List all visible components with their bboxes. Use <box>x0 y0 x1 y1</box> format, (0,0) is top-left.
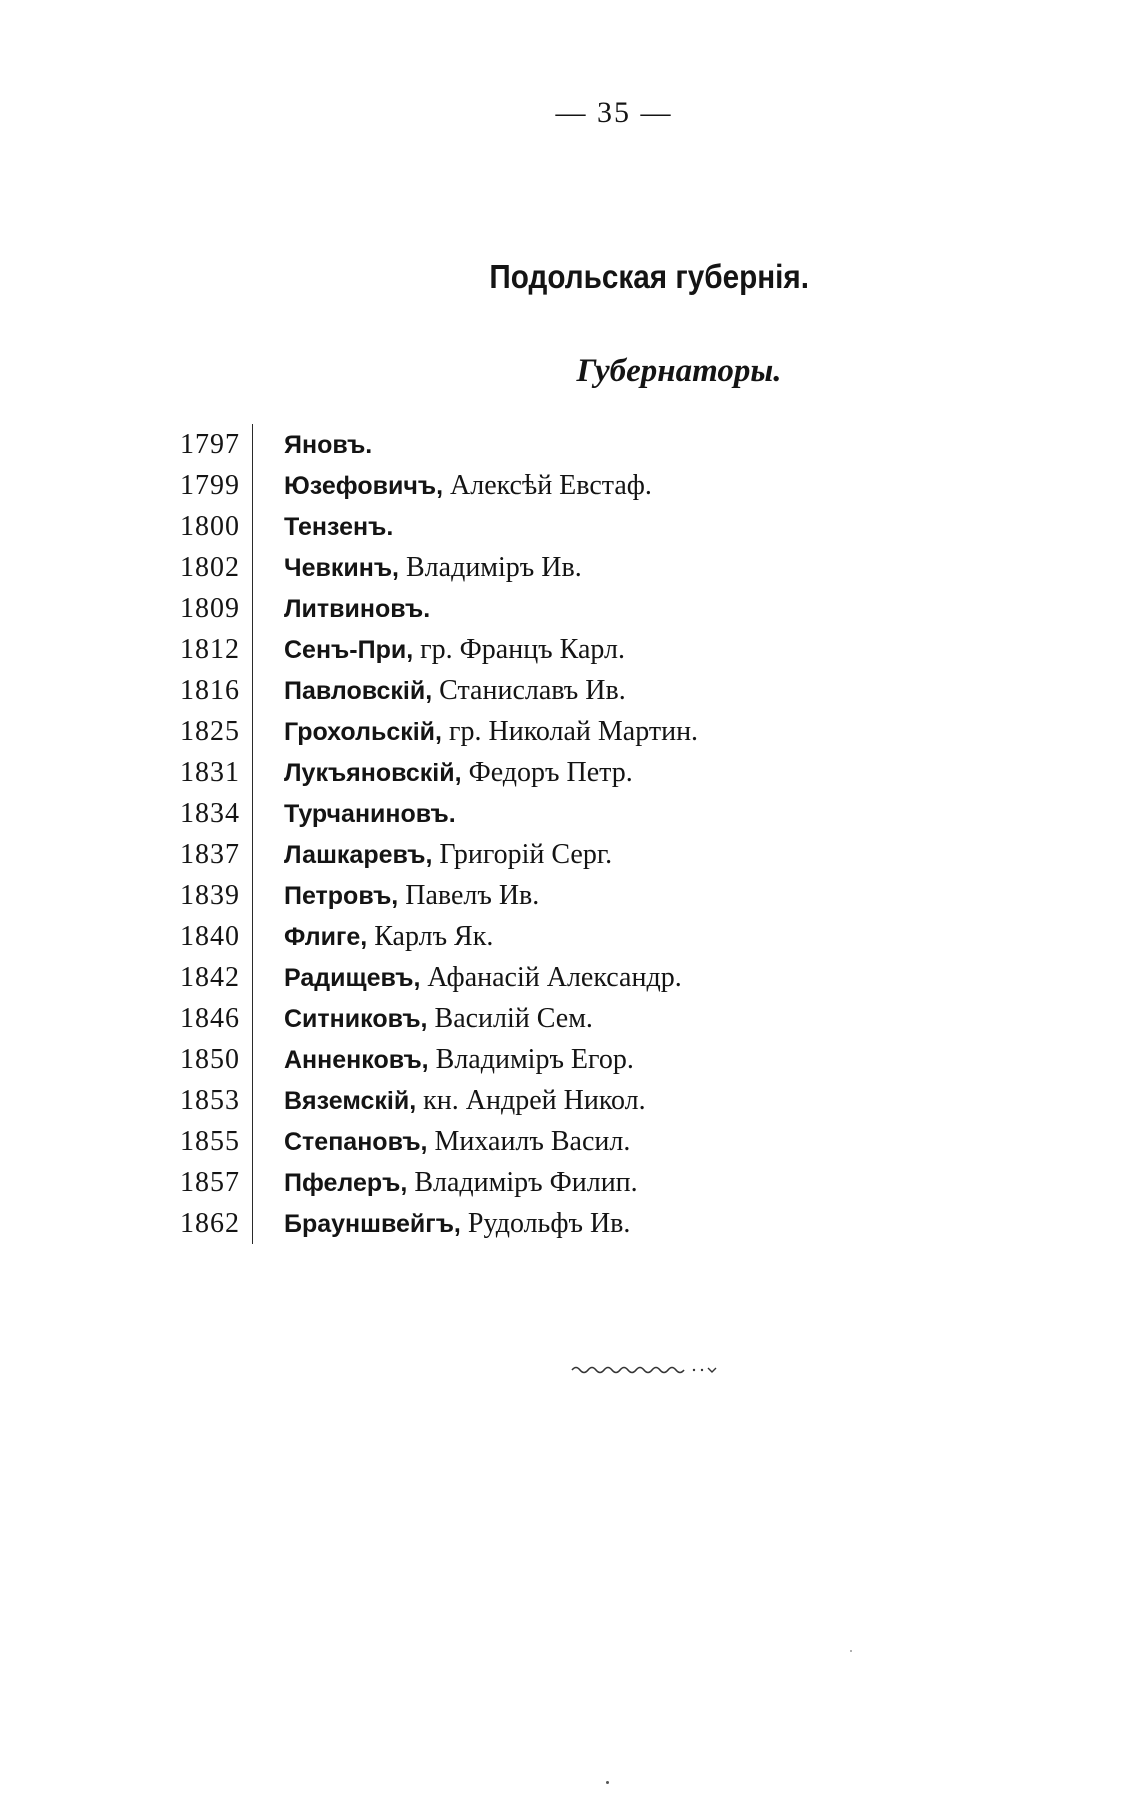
given-names: Афанасій Александр. <box>420 961 682 993</box>
divider <box>252 1121 254 1162</box>
year: 1809 <box>180 592 240 624</box>
page-title: Подольская губернія. <box>489 258 810 295</box>
list-item <box>168 670 868 711</box>
divider <box>252 1162 254 1203</box>
given-names: Алексѣй Евстаф. <box>443 469 652 501</box>
divider <box>252 711 254 752</box>
divider <box>252 998 254 1039</box>
divider <box>252 547 254 588</box>
divider <box>252 834 254 875</box>
year: 1825 <box>180 715 240 747</box>
surname: Грохольскій, <box>284 717 442 746</box>
year: 1850 <box>180 1043 240 1075</box>
surname: Сенъ-При, <box>284 635 414 664</box>
surname: Флиге, <box>284 922 368 951</box>
governor-name <box>284 1167 638 1199</box>
divider <box>252 1080 254 1121</box>
governor-name <box>284 757 633 789</box>
divider <box>252 629 254 670</box>
governor-name <box>284 675 626 707</box>
governor-name <box>284 1208 630 1240</box>
page-number: — 35 — <box>555 96 673 129</box>
governor-name <box>284 470 652 502</box>
year: 1831 <box>180 756 240 788</box>
divider <box>252 916 254 957</box>
given-names: Михаилъ Васил. <box>427 1125 631 1157</box>
year: 1842 <box>180 961 240 993</box>
given-names: Федоръ Петр. <box>461 756 633 788</box>
governor-name <box>284 1085 646 1117</box>
surname: Литвиновъ. <box>284 594 431 623</box>
divider <box>252 465 254 506</box>
governors-list <box>168 424 868 1244</box>
year: 1846 <box>180 1002 240 1034</box>
divider <box>252 752 254 793</box>
divider <box>252 670 254 711</box>
list-item <box>168 465 868 506</box>
given-names: Григорій Серг. <box>432 838 613 870</box>
governor-name <box>284 880 539 912</box>
year: 1855 <box>180 1125 240 1157</box>
list-item <box>168 588 868 629</box>
year: 1862 <box>180 1207 240 1239</box>
list-item <box>168 1039 868 1080</box>
governor-name <box>284 552 582 584</box>
given-names: Владиміръ Егор. <box>428 1043 634 1075</box>
surname: Яновъ. <box>284 430 373 459</box>
given-names: Василій Сем. <box>427 1002 593 1034</box>
list-item <box>168 1080 868 1121</box>
divider <box>252 1203 254 1244</box>
year: 1802 <box>180 551 240 583</box>
list-item <box>168 793 868 834</box>
year: 1799 <box>180 469 240 501</box>
surname: Петровъ, <box>284 881 399 910</box>
list-item <box>168 424 868 465</box>
governor-name <box>284 593 430 625</box>
year: 1800 <box>180 510 240 542</box>
governor-name <box>284 839 612 871</box>
list-item <box>168 629 868 670</box>
section-title: Губернаторы. <box>576 353 782 389</box>
divider <box>252 1039 254 1080</box>
year: 1834 <box>180 797 240 829</box>
year: 1857 <box>180 1166 240 1198</box>
list-item <box>168 1162 868 1203</box>
surname: Чевкинъ, <box>284 553 399 582</box>
governor-name <box>284 962 682 994</box>
year: 1853 <box>180 1084 240 1116</box>
governor-name <box>284 1126 630 1158</box>
surname: Турчаниновъ. <box>284 799 456 828</box>
surname: Лашкаревъ, <box>284 840 433 869</box>
list-item <box>168 957 868 998</box>
divider <box>252 957 254 998</box>
list-item <box>168 875 868 916</box>
list-item <box>168 547 868 588</box>
year: 1816 <box>180 674 240 706</box>
governor-name <box>284 921 493 953</box>
list-item <box>168 998 868 1039</box>
surname: Анненковъ, <box>284 1045 429 1074</box>
surname: Брауншвейгъ, <box>284 1209 461 1238</box>
surname: Тензенъ. <box>284 512 394 541</box>
given-names: Карлъ Як. <box>367 920 494 952</box>
given-names: гр. Францъ Карл. <box>413 633 625 665</box>
governor-name <box>284 1044 634 1076</box>
tail-ornament <box>570 1360 730 1380</box>
governor-name <box>284 1003 593 1035</box>
surname: Ситниковъ, <box>284 1004 428 1033</box>
governor-name <box>284 798 456 830</box>
list-item <box>168 916 868 957</box>
list-item <box>168 752 868 793</box>
given-names: Владиміръ Ив. <box>399 551 582 583</box>
list-item <box>168 711 868 752</box>
year: 1797 <box>180 428 240 460</box>
divider <box>252 588 254 629</box>
year: 1840 <box>180 920 240 952</box>
divider <box>252 424 254 465</box>
divider <box>252 506 254 547</box>
divider <box>252 875 254 916</box>
surname: Степановъ, <box>284 1127 428 1156</box>
surname: Пфелеръ, <box>284 1168 408 1197</box>
divider <box>252 793 254 834</box>
governor-name <box>284 716 698 748</box>
paper-speck <box>606 1781 609 1784</box>
governor-name <box>284 429 372 461</box>
surname: Вяземскій, <box>284 1086 417 1115</box>
given-names: Станиславъ Ив. <box>432 674 626 706</box>
surname: Радищевъ, <box>284 963 421 992</box>
year: 1812 <box>180 633 240 665</box>
list-item <box>168 1203 868 1244</box>
list-item <box>168 1121 868 1162</box>
governor-name <box>284 511 393 543</box>
given-names: Рудольфъ Ив. <box>460 1207 631 1239</box>
year: 1839 <box>180 879 240 911</box>
paper-speck <box>850 1650 852 1652</box>
list-item <box>168 834 868 875</box>
surname: Павловскій, <box>284 676 433 705</box>
surname: Лукъяновскій, <box>284 758 462 787</box>
year: 1837 <box>180 838 240 870</box>
surname: Юзефовичъ, <box>284 471 444 500</box>
given-names: Павелъ Ив. <box>398 879 540 911</box>
given-names: кн. Андрей Никол. <box>416 1084 646 1116</box>
governor-name <box>284 634 625 666</box>
list-item <box>168 506 868 547</box>
given-names: гр. Николай Мартин. <box>442 715 699 747</box>
given-names: Владиміръ Филип. <box>407 1166 638 1198</box>
